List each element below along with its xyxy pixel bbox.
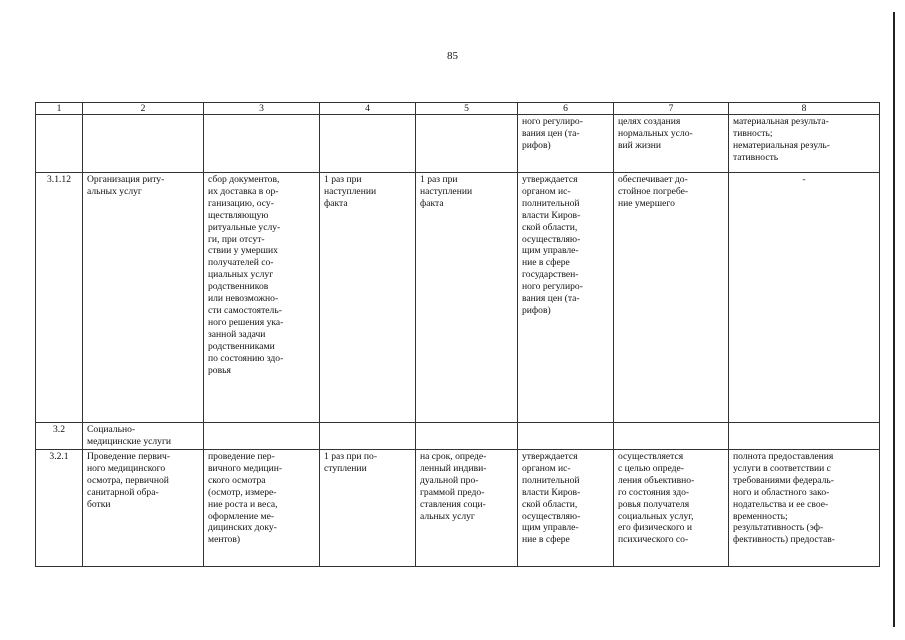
page-number: 85	[447, 50, 458, 62]
column-number-7: 7	[614, 103, 729, 115]
service-content: проведение пер- вичного медицин- ского осмотра (осмотр, измере- ние роста и веса, оформление ме- дицинских доку- ментов)	[204, 450, 320, 567]
table-cell	[204, 115, 320, 173]
service-indicators	[729, 173, 880, 423]
table-cell: целях создания нормальных усло- вий жизни	[614, 115, 729, 173]
service-frequency: 1 раз при по- ступлении	[320, 450, 416, 567]
table-cell	[614, 423, 729, 450]
table-cell	[729, 423, 880, 450]
service-tariff: утверждается органом ис- полнительной власти Киров- ской области, осуществляю- щим управле- ние в сфере государствен- ного регулиро- вания цен (та- рифов)	[518, 173, 614, 423]
row-number: 3.2.1	[36, 450, 83, 567]
table-cell	[83, 115, 204, 173]
table-cell	[36, 115, 83, 173]
table-row	[36, 450, 880, 567]
header-row	[36, 103, 880, 115]
table-cell: материальная результа- тивность; нематериальная резуль- тативность	[729, 115, 880, 173]
table-cell	[416, 423, 518, 450]
service-term: на срок, опреде- ленный индиви- дуальной про- граммой предо- ставления соци- альных услуг	[416, 450, 518, 567]
service-name: Проведение первич- ного медицинского осмотра, первичной санитарной обра- ботки	[83, 450, 204, 567]
dash-mark: -	[802, 174, 806, 185]
service-tariff: утверждается органом ис- полнительной власти Киров- ской области, осуществляю- щим управле- ние в сфере	[518, 450, 614, 567]
table-cell	[320, 115, 416, 173]
table-cell	[320, 423, 416, 450]
section-row	[36, 423, 880, 450]
section-title: Социально- медицинские услуги	[83, 423, 204, 450]
continuation-row	[36, 115, 880, 173]
column-number-4: 4	[320, 103, 416, 115]
column-number-5: 5	[416, 103, 518, 115]
row-number: 3.2	[36, 423, 83, 450]
service-conditions: обеспечивает до- стойное погребе- ние умершего	[614, 173, 729, 423]
row-number: 3.1.12	[36, 173, 83, 423]
service-name: Организация риту- альных услуг	[83, 173, 204, 423]
column-number-6: 6	[518, 103, 614, 115]
column-number-8: 8	[729, 103, 880, 115]
column-number-1: 1	[36, 103, 83, 115]
table-row	[36, 173, 880, 423]
service-term: 1 раз при наступлении факта	[416, 173, 518, 423]
service-indicators: полнота предоставления услуги в соответствии с требованиями федераль- ного и областного зако- нодательства и ее свое- временность; результативность (эф- фективность) предостав-	[729, 450, 880, 567]
column-number-2: 2	[83, 103, 204, 115]
table-cell	[518, 423, 614, 450]
table-cell: ного регулиро- вания цен (та- рифов)	[518, 115, 614, 173]
table-cell	[204, 423, 320, 450]
table-cell	[416, 115, 518, 173]
column-number-3: 3	[204, 103, 320, 115]
margin-rule	[893, 12, 895, 627]
services-table	[35, 102, 880, 567]
service-content: сбор документов, их доставка в ор- ганизацию, осу- ществляющую ритуальные услу- ги, при отсут- ствии у умерших получателей со- циальных услуг родственников или невозможно- сти самостоятель- ного решения ука- занной задачи родственниками по состоянию здо- ровья	[204, 173, 320, 423]
service-conditions: осуществляется с целью опреде- ления объективно- го состояния здо- ровья получателя социальных услуг, его физического и психического со-	[614, 450, 729, 567]
service-frequency: 1 раз при наступлении факта	[320, 173, 416, 423]
